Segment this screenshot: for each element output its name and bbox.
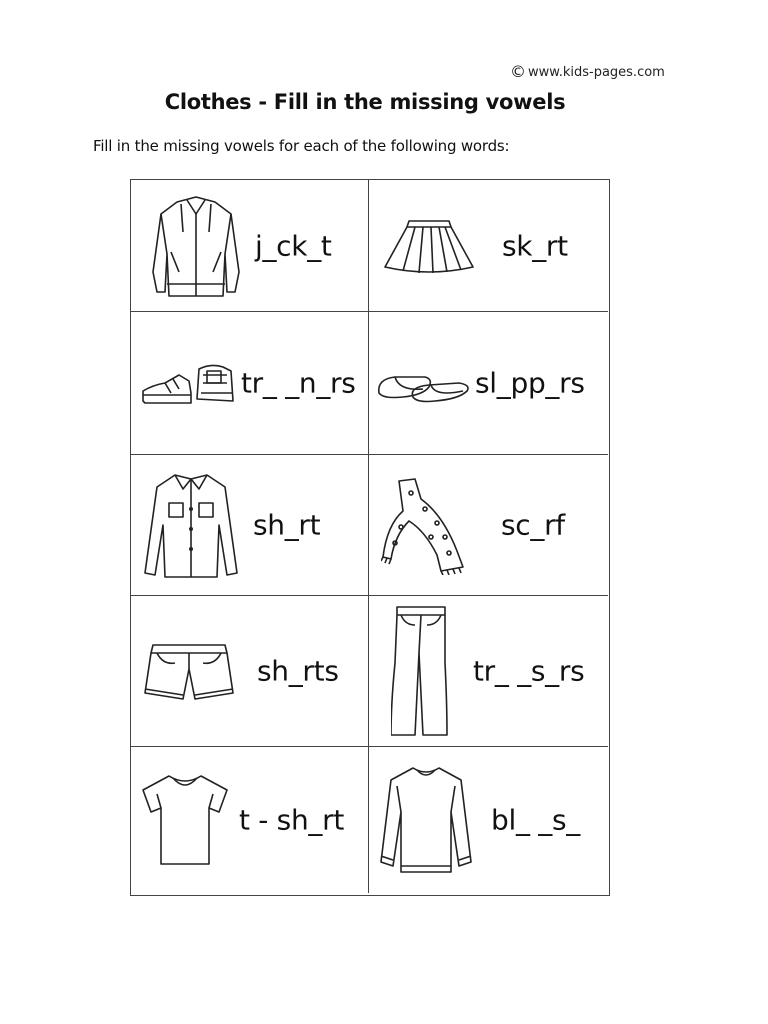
scarf-icon xyxy=(381,475,465,575)
grid-cell-trousers xyxy=(369,596,608,747)
t-shirt-icon xyxy=(137,772,233,868)
blouse-icon xyxy=(379,762,473,878)
word-trainers: tr_ _n_rs xyxy=(241,366,356,400)
grid-cell-blouse xyxy=(369,747,608,893)
copyright-site: www.kids-pages.com xyxy=(528,64,665,80)
word-blouse: bl_ _s_ xyxy=(491,803,580,837)
word-slippers: sl_pp_rs xyxy=(475,366,585,400)
word-jacket: j_ck_t xyxy=(255,229,332,262)
grid-cell-scarf xyxy=(369,455,608,596)
grid-cell-jacket xyxy=(131,180,369,312)
trousers-icon xyxy=(391,603,451,739)
instructions: Fill in the missing vowels for each of the following words: xyxy=(93,137,510,155)
sneakers-icon xyxy=(139,359,239,407)
grid-cell-slippers xyxy=(369,312,608,455)
shorts-icon xyxy=(143,639,235,703)
grid-cell-skirt xyxy=(369,180,608,312)
grid-cell-shorts xyxy=(131,596,369,747)
word-shirt: sh_rt xyxy=(253,508,321,542)
word-scarf: sc_rf xyxy=(501,508,565,542)
grid-cell-trainers xyxy=(131,312,369,455)
word-shorts: sh_rts xyxy=(257,654,339,688)
shirt-icon xyxy=(141,469,241,581)
word-skirt: sk_rt xyxy=(502,229,568,262)
worksheet-title: Clothes - Fill in the missing vowels xyxy=(164,90,566,114)
slippers-icon xyxy=(375,363,471,403)
word-trousers: tr_ _s_rs xyxy=(473,654,585,688)
copyright-notice xyxy=(510,64,665,80)
skirt-icon xyxy=(381,217,477,275)
grid-cell-shirt xyxy=(131,455,369,596)
word-t-shirt: t - sh_rt xyxy=(239,803,345,837)
jacket-icon xyxy=(147,192,245,300)
vowel-grid xyxy=(130,179,610,896)
grid-cell-t-shirt xyxy=(131,747,369,893)
copyright-symbol: © xyxy=(510,62,526,81)
